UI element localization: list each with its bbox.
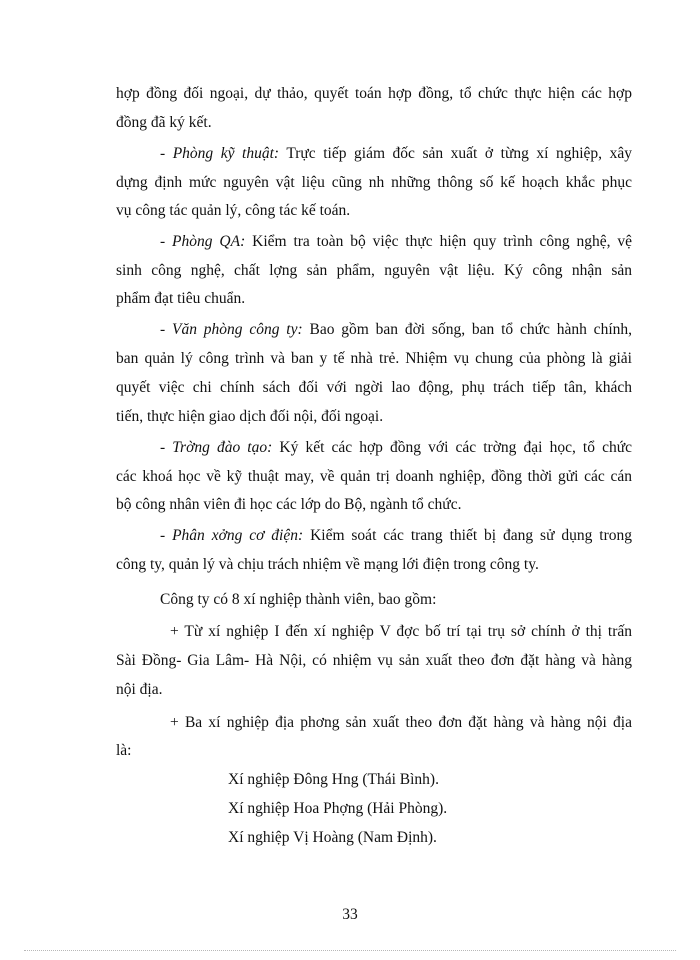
paragraph-line: công ty, quản lý và chịu trách nhiệm về mạng lới điện trong công ty.	[116, 556, 539, 573]
paragraph-line: nội địa.	[116, 681, 163, 698]
section-label-electrical-workshop: - Phân xởng cơ điện:	[160, 527, 304, 544]
paragraph-line: - Trờng đào tạo: Ký kết các hợp đồng với các trờng đại học, tổ chức	[160, 439, 632, 456]
paragraph-line: - Phòng QA: Kiểm tra toàn bộ việc thực hiện quy trình công nghệ, vệ	[160, 233, 632, 250]
paragraph-line: phẩm đạt tiêu chuẩn.	[116, 290, 246, 307]
paragraph-line: ban quản lý công trình và ban y tế nhà trẻ. Nhiệm vụ chung của phòng là giải	[116, 350, 632, 367]
section-label-technical-dept: - Phòng kỹ thuật:	[160, 145, 280, 162]
paragraph-line: sinh công nghệ, chất lợng sản phẩm, nguyên vật liệu. Ký công nhận sản	[116, 262, 632, 279]
page-number: 33	[342, 906, 358, 923]
paragraph-line: Công ty có 8 xí nghiệp thành viên, bao gồm:	[160, 591, 437, 608]
paragraph-line: - Phân xởng cơ điện: Kiểm soát các trang thiết bị đang sử dụng trong	[160, 527, 632, 544]
paragraph-line: - Phòng kỹ thuật: Trực tiếp giám đốc sản xuất ở từng xí nghiệp, xây	[160, 145, 632, 162]
paragraph-line: + Ba xí nghiệp địa phơng sản xuất theo đơn đặt hàng và hàng nội địa	[170, 714, 632, 731]
paragraph-line: dựng định mức nguyên vật liệu cũng nh những thông số kế hoạch khắc phục	[116, 174, 632, 191]
paragraph-line: tiến, thực hiện giao dịch đối nội, đối ngoại.	[116, 408, 384, 425]
paragraph-line: quyết việc chi chính sách đối với ngời lao động, phụ trách tiếp tân, khách	[116, 379, 632, 396]
paragraph-line: Sài Đồng- Gia Lâm- Hà Nội, có nhiệm vụ sản xuất theo đơn đặt hàng và hàng	[116, 652, 632, 669]
list-item: Xí nghiệp Hoa Phợng (Hải Phòng).	[228, 800, 448, 817]
section-label-company-office: - Văn phòng công ty:	[160, 321, 303, 338]
page-bottom-divider	[24, 950, 676, 951]
paragraph-line: - Văn phòng công ty: Bao gồm ban đời sống, ban tổ chức hành chính,	[160, 321, 632, 338]
paragraph-line: hợp đồng đối ngoại, dự thảo, quyết toán hợp đồng, tổ chức thực hiện các hợp	[116, 85, 632, 102]
paragraph-line: các khoá học về kỹ thuật may, về quản trị doanh nghiệp, đồng thời gửi các cán	[116, 468, 632, 485]
section-label-training-school: - Trờng đào tạo:	[160, 439, 273, 456]
section-label-qa-dept: - Phòng QA:	[160, 233, 246, 250]
paragraph-line: bộ công nhân viên đi học các lớp do Bộ, ngành tổ chức.	[116, 496, 462, 513]
paragraph-line: vụ công tác quản lý, công tác kế toán.	[116, 202, 351, 219]
paragraph-line: đồng đã ký kết.	[116, 114, 212, 131]
paragraph-line: là:	[116, 742, 132, 759]
paragraph-line: + Từ xí nghiệp I đến xí nghiệp V đợc bố trí tại trụ sở chính ở thị trấn	[170, 623, 632, 640]
list-item: Xí nghiệp Đông Hng (Thái Bình).	[228, 771, 439, 788]
list-item: Xí nghiệp Vị Hoàng (Nam Định).	[228, 829, 437, 846]
